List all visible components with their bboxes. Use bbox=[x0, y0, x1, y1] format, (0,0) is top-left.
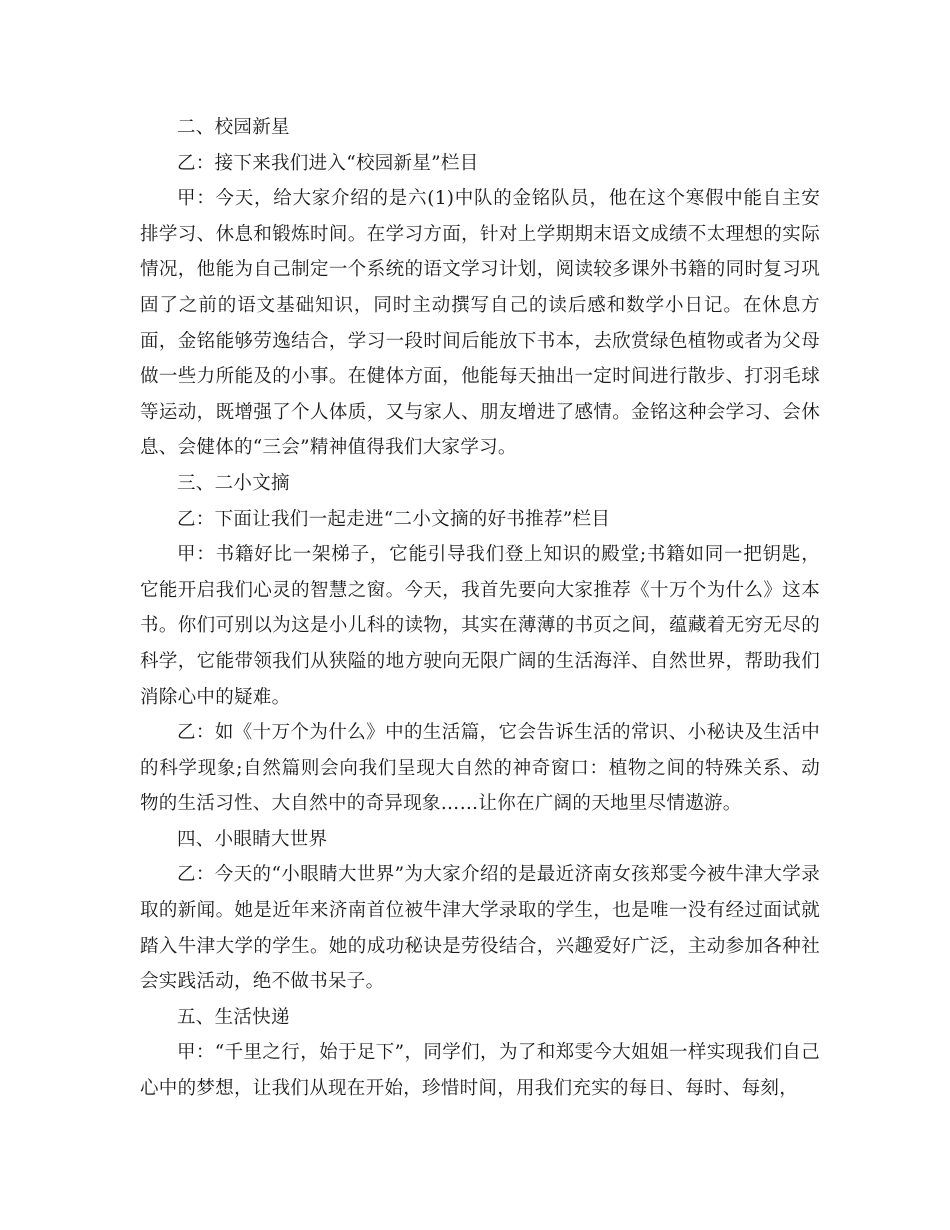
paragraph-intro-campus-star: 乙：接下来我们进入“校园新星”栏目 bbox=[177, 152, 479, 174]
paragraph-jin-ming: 甲：今天，给大家介绍的是六(1)中队的金铭队员，他在这个寒假中能自主安排学习、休息和锻炼时间。在学习方面，针对上学期期末语文成绩不太理想的实际情况，他能为自己制定一个系统的语文学习计划，阅读较多课外书籍的同时复习巩固了之前的语文基础知识，同时主动撰写自己的读后感和数学小日记。在休息方面，金铭能够劳逸结合，学习一段时间后能放下书本，去欣赏绿色植物或者为父母做一些力所能及的小事。在健体方面，他能每天抽出一定时间进行散步、打羽毛球等运动，既增强了个人体质，又与家人、朋友增进了感情。金铭这种会学习、会休息、会健体的“三会”精神值得我们大家学习。 bbox=[140, 188, 820, 459]
heading-campus-star: 二、校园新星 bbox=[177, 117, 290, 138]
heading-erxiao-digest: 三、二小文摘 bbox=[177, 472, 290, 494]
paragraph-oxford-news: 乙：今天的“小眼睛大世界”为大家介绍的是最近济南女孩郑雯今被牛津大学录取的新闻。她是近年来济南首位被牛津大学录取的学生，也是唯一没有经过面试就踏入牛津大学的学生。她的成功秘诀是劳役结合，兴趣爱好广泛，主动参加各种社会实践活动，绝不做书呆子。 bbox=[140, 864, 820, 993]
paragraph-book-ladder: 甲：书籍好比一架梯子，它能引导我们登上知识的殿堂;书籍如同一把钥匙，它能开启我们心灵的智慧之窗。今天，我首先要向大家推荐《十万个为什么》这本书。你们可别以为这是小儿科的读物，其实在薄薄的书页之间，蕴藏着无穷无尽的科学，它能带领我们从狭隘的地方驶向无限广阔的生活海洋、自然世界，帮助我们消除心中的疑难。 bbox=[140, 544, 820, 708]
heading-life-express: 五、生活快递 bbox=[177, 1006, 290, 1028]
paragraph-intro-book-recommend: 乙：下面让我们一起走进“二小文摘的好书推荐”栏目 bbox=[177, 508, 611, 530]
document-body bbox=[140, 110, 820, 1107]
paragraph-journey-begins: 甲：“千里之行，始于足下”，同学们，为了和郑雯今大姐姐一样实现我们自己心中的梦想，让我们从现在开始，珍惜时间，用我们充实的每日、每时、每刻， bbox=[140, 1042, 820, 1100]
heading-small-eyes-big-world: 四、小眼睛大世界 bbox=[177, 828, 328, 850]
paragraph-life-chapter: 乙：如《十万个为什么》中的生活篇，它会告诉生活的常识、小秘诀及生活中的科学现象;自然篇则会向我们呈现大自然的神奇窗口：植物之间的特殊关系、动物的生活习性、大自然中的奇异现象……让你在广阔的天地里尽情遨游。 bbox=[140, 722, 820, 815]
